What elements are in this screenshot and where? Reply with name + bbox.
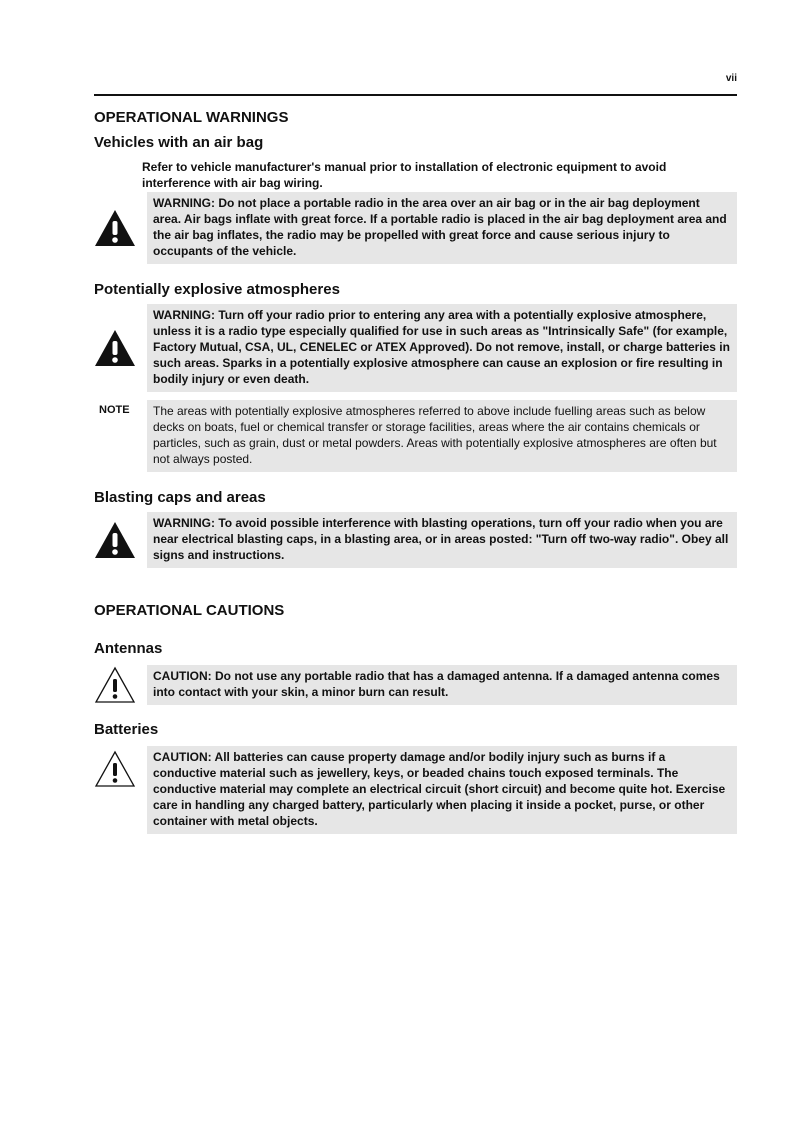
- explosive-warning-text: WARNING: Turn off your radio prior to entering any area with a potentially explosive atmosphere, unless it is a radio type especially qualified for use in such areas as "Intrinsically Safe" (for example, Factory Mutual, CSA, UL, CENELEC or ATEX Approved). Do not remove, install, or charge batteries in such areas. Sparks in a potentially explosive atmosphere can cause an explosion or fire resulting in bodily injury or even death.: [147, 304, 737, 392]
- warning-icon: [94, 209, 147, 247]
- blasting-heading: Blasting caps and areas: [94, 489, 266, 506]
- header-rule: [94, 94, 737, 96]
- page-content: [94, 108, 737, 834]
- antennas-caution-text: CAUTION: Do not use any portable radio that has a damaged antenna. If a damaged antenna comes into contact with your skin, a minor burn can result.: [147, 665, 737, 705]
- batteries-caution-text: CAUTION: All batteries can cause property damage and/or bodily injury such as burns if a conductive material such as jewellery, keys, or beaded chains touch exposed terminals. The conductive material may complete an electrical circuit (short circuit) and become quite hot. Exercise care in handling any charged battery, particularly when placing it inside a pocket, purse, or other container with metal objects.: [147, 746, 737, 834]
- batteries-heading: Batteries: [94, 721, 159, 738]
- page-number: vii: [725, 73, 737, 84]
- antennas-caution-block: [94, 665, 737, 705]
- batteries-caution-block: [94, 746, 737, 834]
- blasting-warning-text: WARNING: To avoid possible interference with blasting operations, turn off your radio when you are near electrical blasting caps, in a blasting area, or in areas posted: "Turn off two-way radio". Obey all signs and instructions.: [147, 512, 737, 568]
- caution-icon: [94, 666, 147, 704]
- explosive-note-block: [94, 400, 737, 472]
- explosive-note-text: The areas with potentially explosive atmospheres referred to above include fuelling areas such as below decks on boats, fuel or chemical transfer or storage facilities, areas where the air contains chemicals or particles, such as grain, dust or metal powders. Areas with potentially explosive atmospheres are often but not always posted.: [147, 400, 737, 472]
- airbag-intro: Refer to vehicle manufacturer's manual prior to installation of electronic equipment to avoid interference with air bag wiring.: [142, 160, 667, 190]
- explosive-warning-block: [94, 304, 737, 392]
- caution-icon: [94, 746, 147, 788]
- warnings-title: OPERATIONAL WARNINGS: [94, 109, 289, 126]
- airbag-warning-text: WARNING: Do not place a portable radio in the area over an air bag or in the air bag deployment area. Air bags inflate with great force. If a portable radio is placed in the air bag deployment area and the air bag inflates, the radio may be propelled with great force and cause serious injury to occupants of the vehicle.: [147, 192, 737, 264]
- warning-icon: [94, 521, 147, 559]
- explosive-heading: Potentially explosive atmospheres: [94, 281, 340, 298]
- blasting-warning-block: [94, 512, 737, 568]
- cautions-title: OPERATIONAL CAUTIONS: [94, 602, 285, 619]
- airbag-warning-block: [94, 192, 737, 264]
- airbag-heading: Vehicles with an air bag: [94, 134, 264, 151]
- note-label: NOTE: [99, 404, 130, 416]
- antennas-heading: Antennas: [94, 640, 163, 657]
- warning-icon: [94, 329, 147, 367]
